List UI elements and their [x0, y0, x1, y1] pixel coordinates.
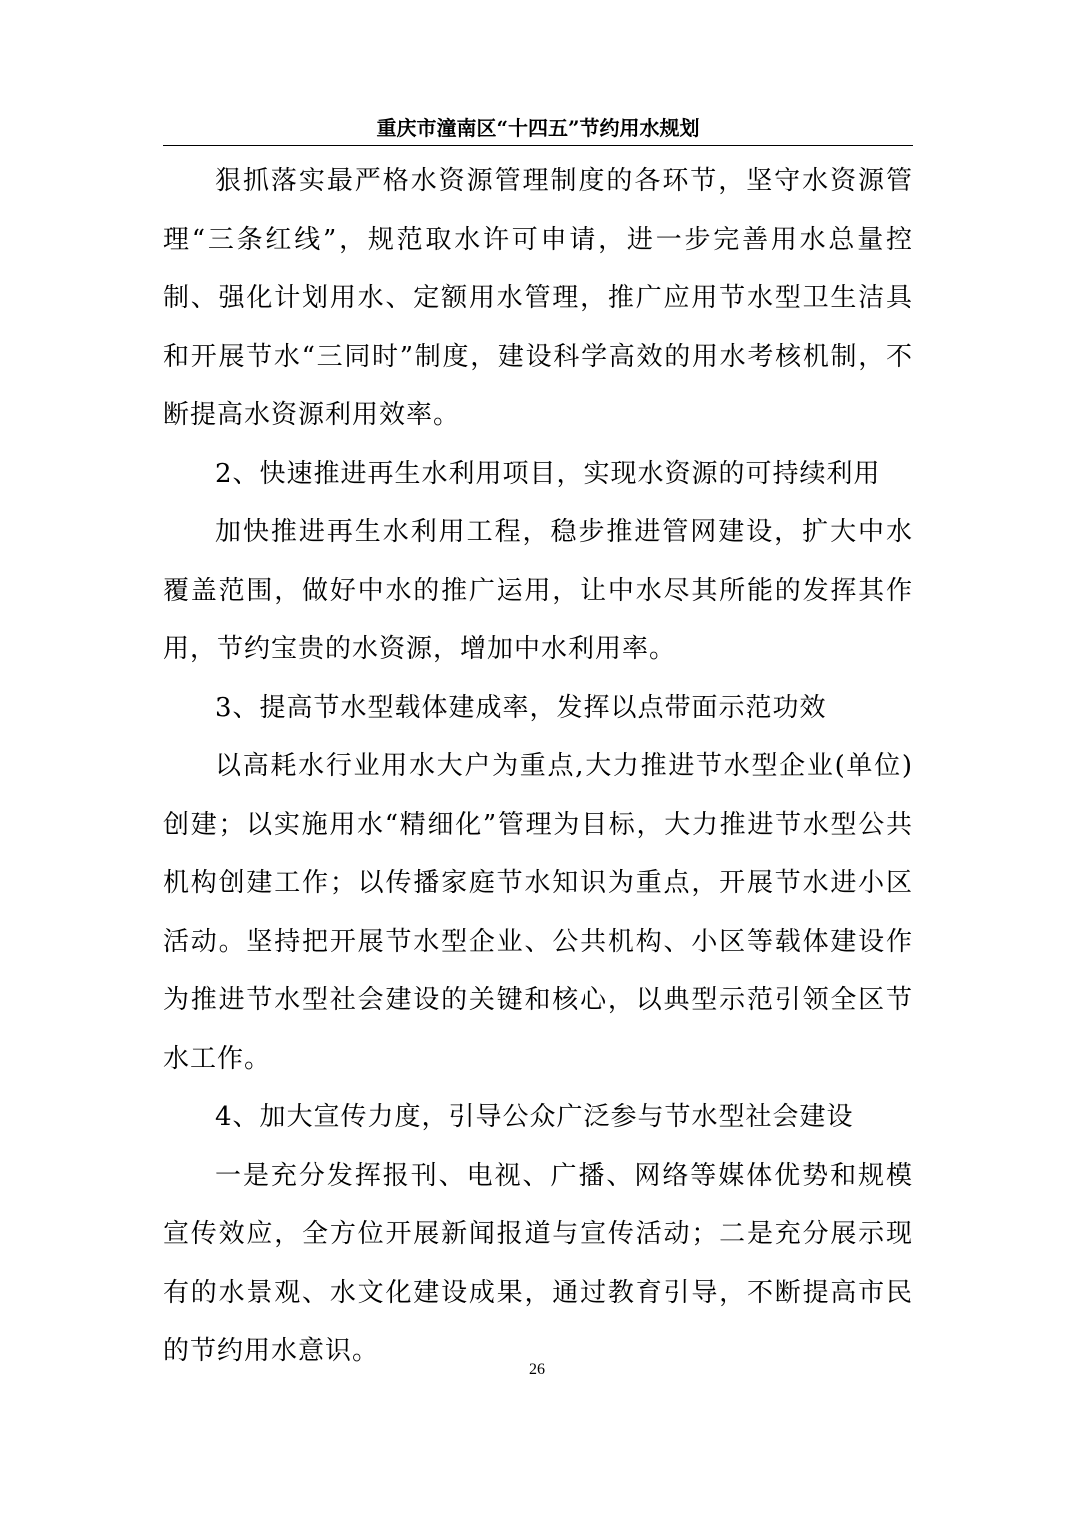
header-rule: [163, 145, 913, 146]
section-heading-4: 4、加大宣传力度，引导公众广泛参与节水型社会建设: [215, 1102, 854, 1132]
paragraph-publicity: 一是充分发挥报刊、电视、广播、网络等媒体优势和规模宣传效应，全方位开展新闻报道与宣传活动；二是充分展示现有的水景观、水文化建设成果，通过教育引导，不断提高市民的节约用水意识。: [163, 1160, 913, 1366]
page-header-title: 重庆市潼南区“十四五”节约用水规划: [376, 116, 700, 140]
section-heading-3: 3、提高节水型载体建成率，发挥以点带面示范功效: [215, 692, 827, 723]
paragraph-water-management: 狠抓落实最严格水资源管理制度的各环节，坚守水资源管理“三条红线”，规范取水许可申请，进一步完善用水总量控制、强化计划用水、定额用水管理，推广应用节水型卫生洁具和开展节水“三同时”制度，建设科学高效的用水考核机制，不断提高水资源利用效率。: [163, 166, 913, 430]
paragraph-reclaimed-water: 加快推进再生水利用工程，稳步推进管网建设，扩大中水覆盖范围，做好中水的推广运用，让中水尽其所能的发挥其作用，节约宝贵的水资源，增加中水利用率。: [163, 517, 913, 664]
paragraph-water-saving-carriers: 以高耗水行业用水大户为重点,大力推进节水型企业(单位)创建；以实施用水“精细化”管理为目标，大力推进节水型公共机构创建工作；以传播家庭节水知识为重点，开展节水进小区活动。坚持把开展节水型企业、公共机构、小区等载体建设作为推进节水型社会建设的关键和核心，以典型示范引领全区节水工作。: [163, 751, 913, 1074]
page-number: 26: [529, 1361, 545, 1378]
section-heading-2: 2、快速推进再生水利用项目，实现水资源的可持续利用: [215, 458, 881, 489]
document-body: [163, 152, 913, 1381]
